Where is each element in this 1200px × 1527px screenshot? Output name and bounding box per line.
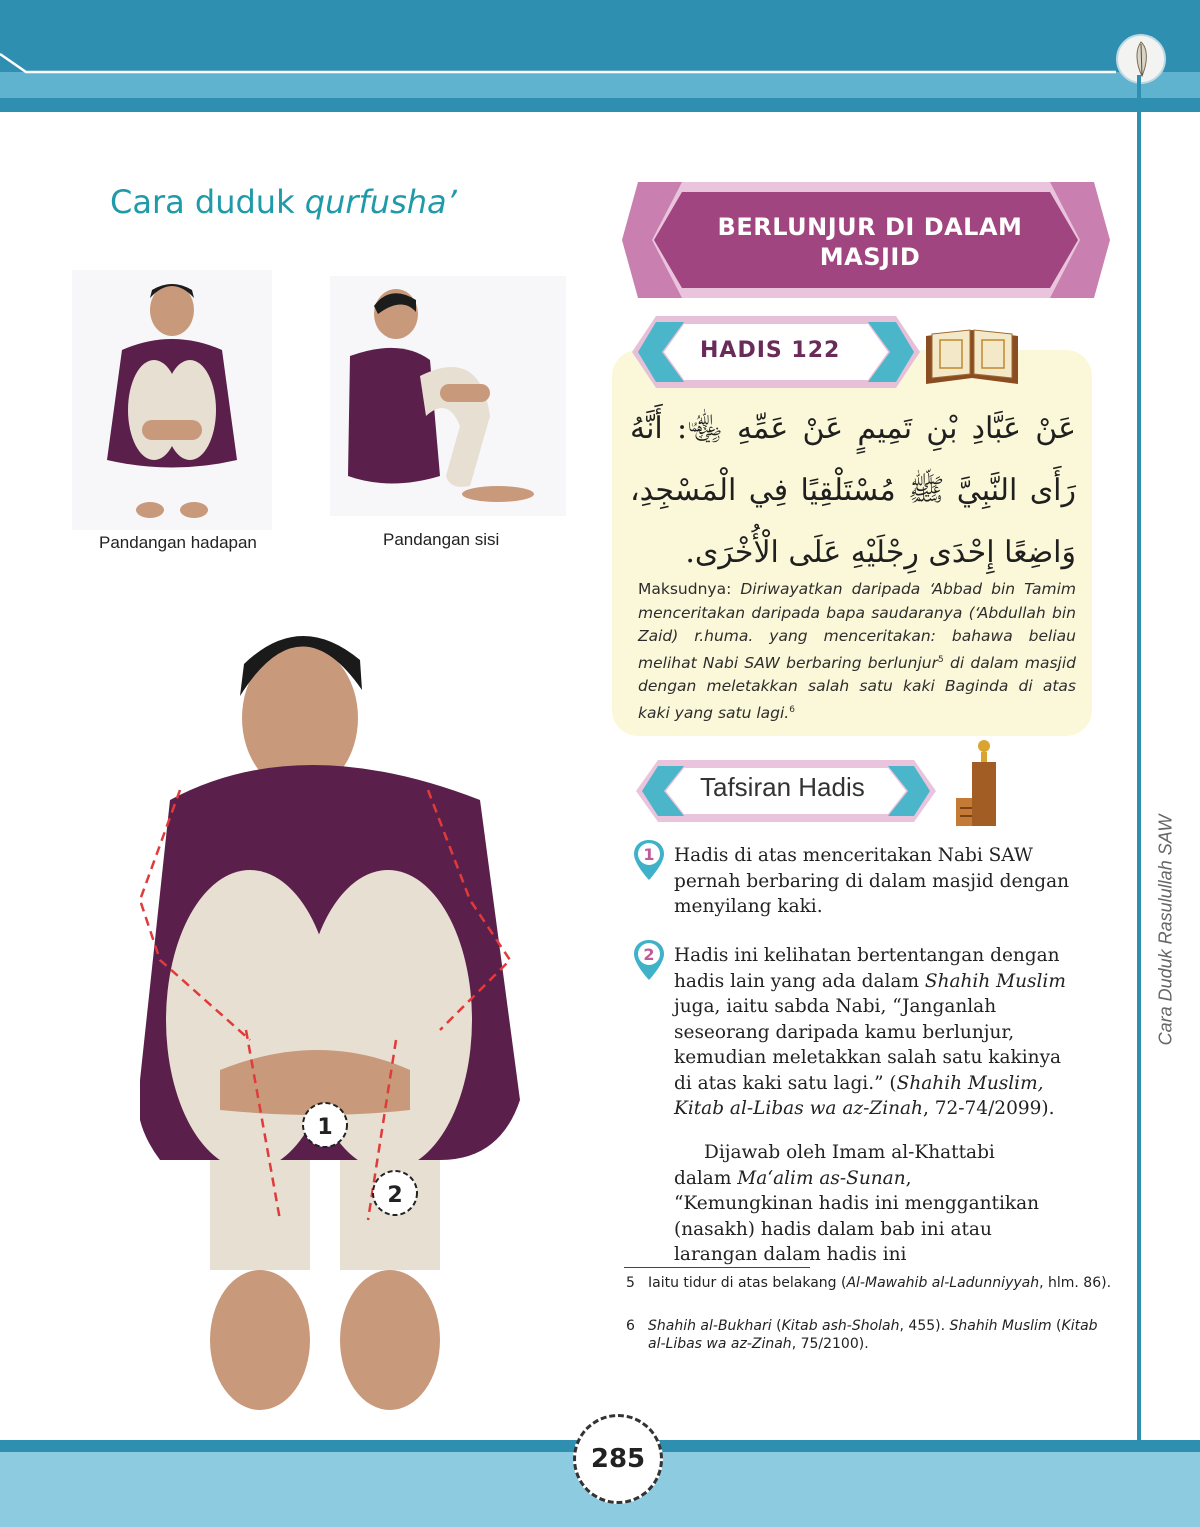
point-1-pin-icon [632,838,666,882]
page-number: 285 [573,1414,663,1504]
point-2-number: 2 [643,945,655,964]
side-chapter-title: Cara Duduk Rasulullah SAW [1155,814,1176,1046]
footnote-5: 5 Iaitu tidur di atas belakang (Al-Mawahib al-Ladunniyyah, hlm. 86). [626,1275,1112,1291]
marker-2: 2 [387,1183,403,1208]
front-view-photo [72,270,272,530]
point-1-number: 1 [643,845,655,864]
footnote-separator [624,1267,810,1268]
side-view-photo [330,276,566,516]
side-margin-line [1137,75,1141,1455]
header-strip [0,98,1200,112]
hadith-meaning: Maksudnya: Diriwayatkan daripada ‘Abbad bin Tamim menceritakan daripada bapa saudaranya (‘Abdullah bin Zaid) r.huma. yang menceritakan: bahawa beliau melihat Nabi SAW berbaring berlunjur$^5$ di dalam masjid dengan meletakkan salah satu kaki Baginda di atas kaki yang satu lagi.$^6$ [638,580,1076,722]
marker-1: 1 [317,1115,333,1140]
main-sitting-photo [140,600,580,1430]
tafsiran-point-2: Hadis ini kelihatan bertentangan dengan hadis lain yang ada dalam Shahih Muslim juga, iaitu sabda Nabi, “Janganlah seseorang daripada kamu berlunjur, kemudian meletakkan salah satu kakinya di atas kaki satu lagi.” (Shahih Muslim, Kitab al-Libas wa az-Zinah, 72-74/2099). [674,945,1066,1119]
footnote-6: 6 Shahih al-Bukhari (Kitab ash-Sholah, 455). Shahih Muslim (Kitab al-Libas wa az-Zinah, 75/2100). [626,1318,1098,1352]
section-title: BERLUNJUR DI DALAM MASJID [717,213,1023,271]
page-heading: Cara duduk qurfusha’ [110,183,457,221]
tafsiran-point-1: Hadis di atas menceritakan Nabi SAW pernah berbaring di dalam masjid dengan menyilang kaki. [674,845,1070,917]
header-line-decoration [0,40,1130,80]
feather-icon [1116,34,1166,84]
caption-front-view: Pandangan hadapan [99,533,257,552]
tafsiran-title: Tafsiran Hadis [700,772,865,802]
hadith-arabic-text: عَنْ عَبَّادِ بْنِ تَمِيمٍ عَنْ عَمِّهِ ﵄: أَنَّهُ رَأَى النَّبِيَّ ﷺ مُسْتَلْقِيًا فِي الْمَسْجِدِ، وَاضِعًا إِحْدَى رِجْلَيْهِ عَلَى الْأُخْرَى. [630,411,1076,570]
point-2-pin-icon [632,938,666,982]
caption-side-view: Pandangan sisi [383,530,500,549]
quran-book-icon [922,322,1022,388]
minbar-icon [950,738,1010,830]
tafsiran-paragraph: Dijawab oleh Imam al-Khattabi dalam Ma‘alim as-Sunan, “Kemungkinan hadis ini menggantikan (nasakh) hadis dalam bab ini atau larangan dalam hadis ini [674,1142,1040,1265]
hadith-number: HADIS 122 [700,338,841,363]
